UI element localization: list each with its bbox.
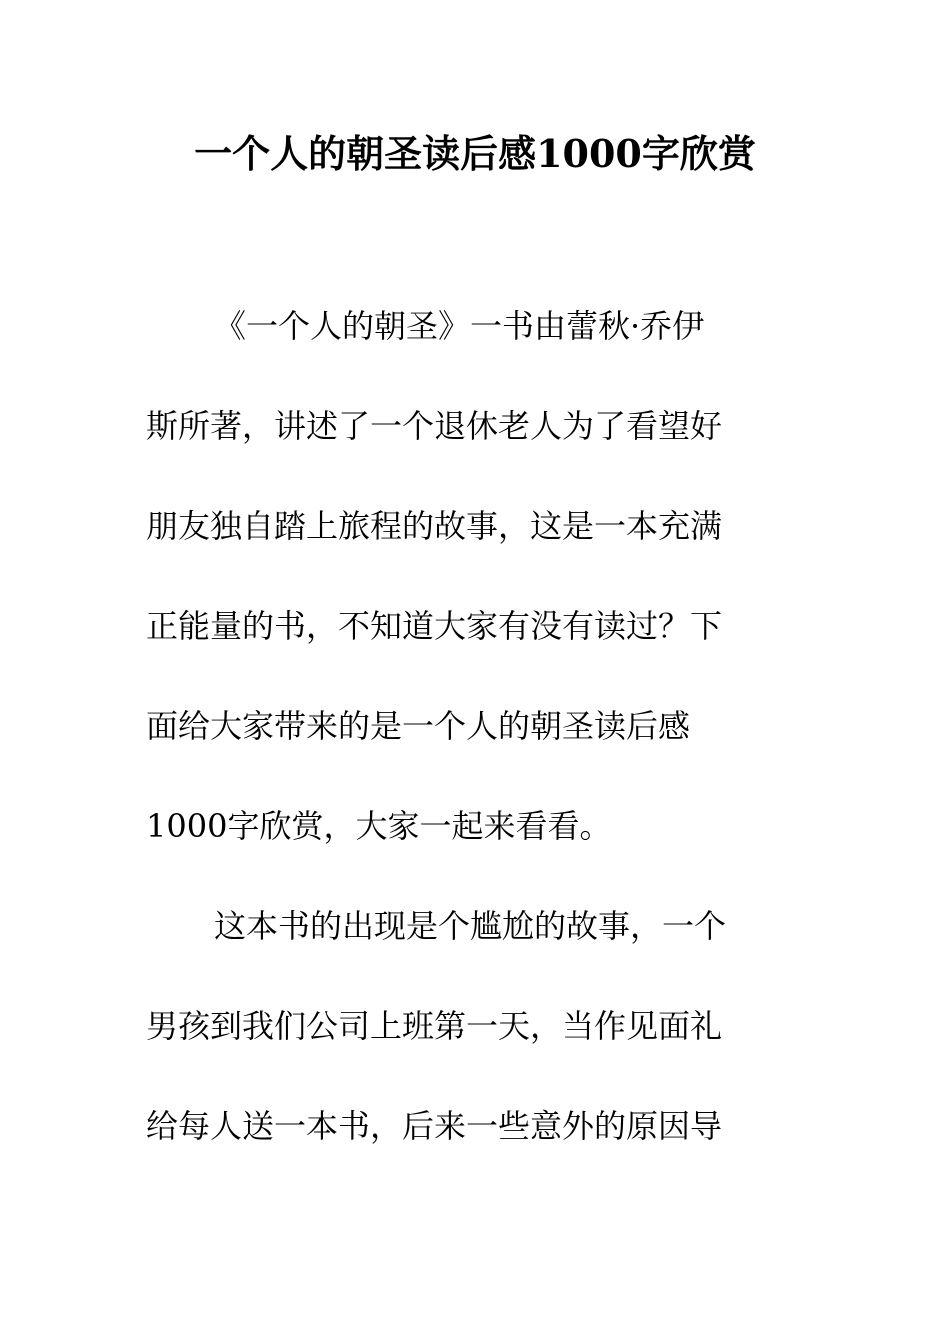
document-title: 一个人的朝圣读后感1000字欣赏 xyxy=(194,131,756,176)
paragraph-line: 斯所著，讲述了一个退休老人为了看望好 xyxy=(146,407,723,445)
paragraph-line: 《一个人的朝圣》一书由蕾秋·乔伊 xyxy=(214,307,705,345)
paragraph-line: 面给大家带来的是一个人的朝圣读后感 xyxy=(146,707,691,745)
paragraph-line: 给每人送一本书，后来一些意外的原因导 xyxy=(146,1107,723,1145)
paragraph-line: 朋友独自踏上旅程的故事，这是一本充满 xyxy=(146,507,723,545)
paragraph-line: 这本书的出现是个尴尬的故事，一个 xyxy=(214,907,727,945)
paragraph-line: 男孩到我们公司上班第一天，当作见面礼 xyxy=(146,1007,723,1045)
paragraph-line: 正能量的书，不知道大家有没有读过？下 xyxy=(146,607,723,645)
paragraph-line: 1000字欣赏，大家一起来看看。 xyxy=(146,807,612,845)
